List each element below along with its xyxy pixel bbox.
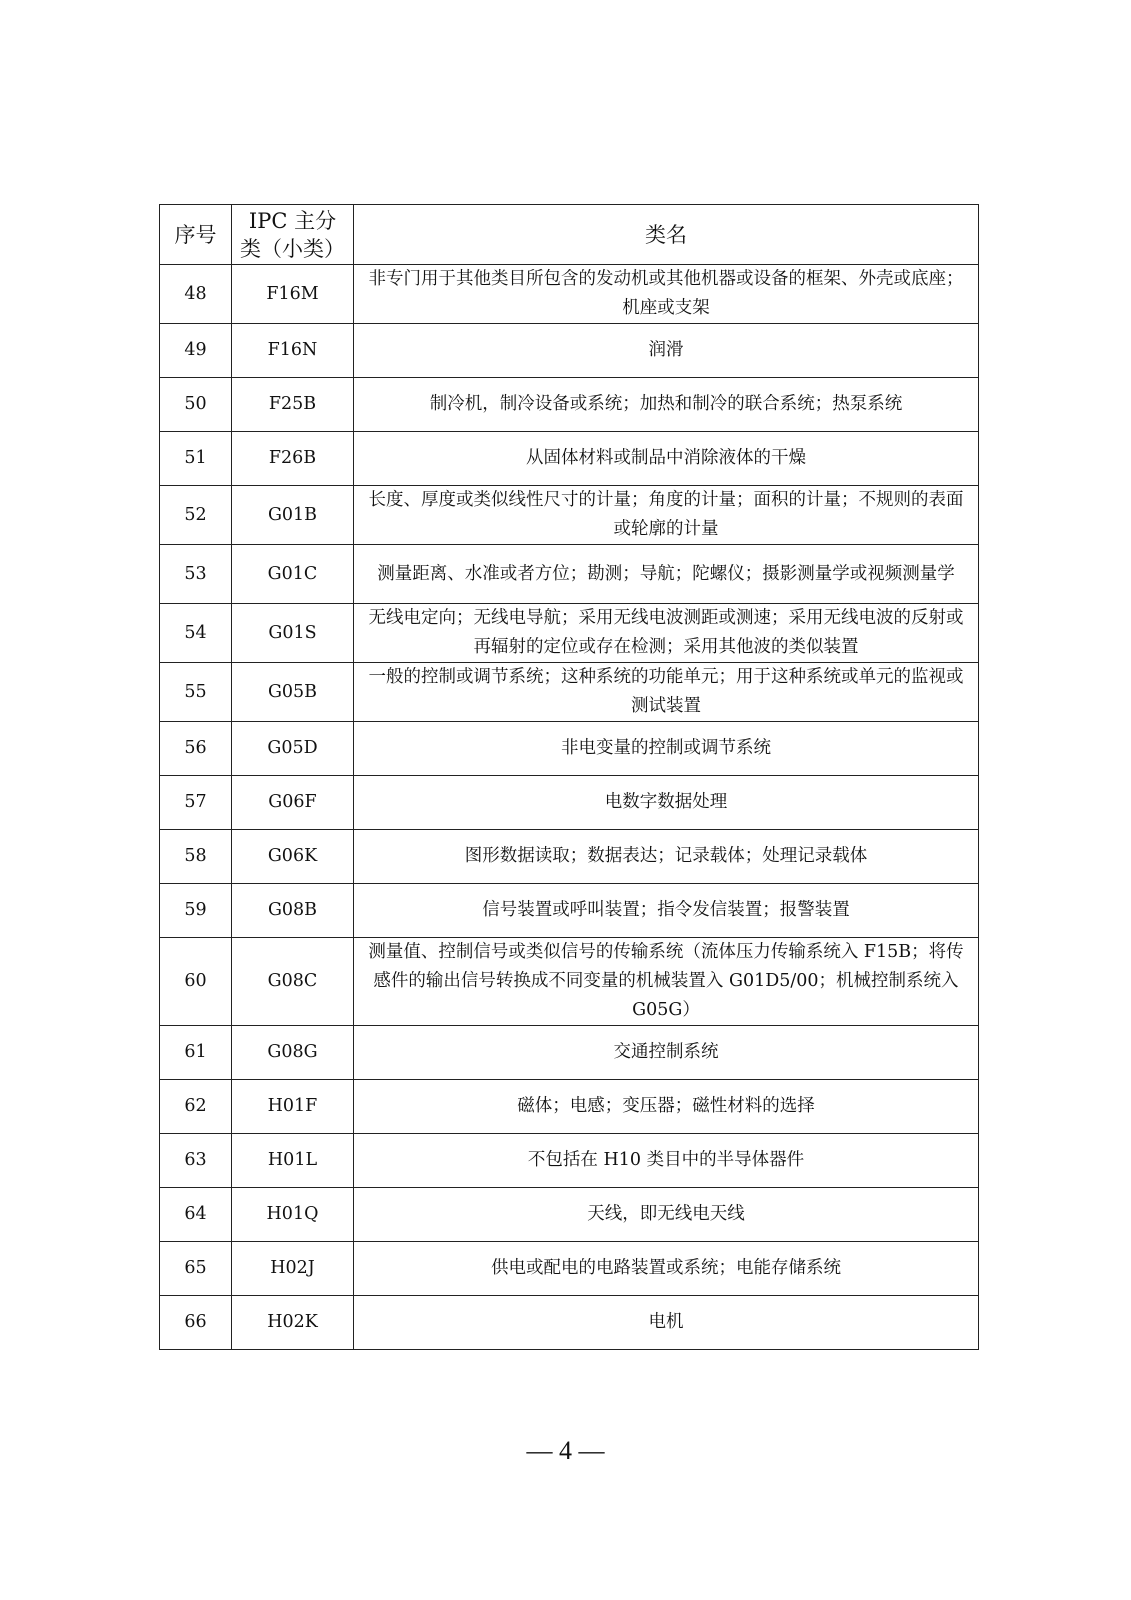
header-name: 类名	[354, 205, 979, 265]
header-no: 序号	[160, 205, 232, 265]
table-row	[160, 722, 979, 776]
ipc-code: F26B	[232, 432, 354, 486]
class-name: 润滑	[354, 324, 979, 378]
table-row	[160, 830, 979, 884]
ipc-code: G08B	[232, 884, 354, 938]
row-number: 48	[160, 265, 232, 324]
ipc-code: H02J	[232, 1242, 354, 1296]
table-row	[160, 938, 979, 1026]
page-number: — 4 —	[526, 1436, 605, 1465]
row-number: 64	[160, 1188, 232, 1242]
table-row	[160, 884, 979, 938]
row-number: 54	[160, 604, 232, 663]
table-row	[160, 1080, 979, 1134]
row-number: 52	[160, 486, 232, 545]
row-number: 58	[160, 830, 232, 884]
class-name: 长度、厚度或类似线性尺寸的计量；角度的计量；面积的计量；不规则的表面或轮廓的计量	[354, 486, 979, 545]
header-ipc: IPC 主分类（小类）	[232, 205, 354, 265]
ipc-code: H01F	[232, 1080, 354, 1134]
table-row	[160, 432, 979, 486]
class-name: 信号装置或呼叫装置；指令发信装置；报警装置	[354, 884, 979, 938]
class-name: 一般的控制或调节系统；这种系统的功能单元；用于这种系统或单元的监视或测试装置	[354, 663, 979, 722]
table-row	[160, 663, 979, 722]
row-number: 55	[160, 663, 232, 722]
row-number: 61	[160, 1026, 232, 1080]
table-row	[160, 1188, 979, 1242]
table-row	[160, 1296, 979, 1350]
ipc-code: H01L	[232, 1134, 354, 1188]
class-name: 测量距离、水准或者方位；勘测；导航；陀螺仪；摄影测量学或视频测量学	[354, 545, 979, 604]
ipc-code: G01S	[232, 604, 354, 663]
table-row	[160, 1026, 979, 1080]
ipc-code: G06F	[232, 776, 354, 830]
ipc-code: F16N	[232, 324, 354, 378]
row-number: 57	[160, 776, 232, 830]
row-number: 60	[160, 938, 232, 1026]
class-name: 无线电定向；无线电导航；采用无线电波测距或测速；采用无线电波的反射或再辐射的定位或存在检测；采用其他波的类似装置	[354, 604, 979, 663]
row-number: 63	[160, 1134, 232, 1188]
table-header-row	[160, 205, 979, 265]
class-name: 从固体材料或制品中消除液体的干燥	[354, 432, 979, 486]
row-number: 59	[160, 884, 232, 938]
table-row	[160, 604, 979, 663]
table-body	[160, 265, 979, 1350]
ipc-code: G05B	[232, 663, 354, 722]
row-number: 50	[160, 378, 232, 432]
class-name: 不包括在 H10 类目中的半导体器件	[354, 1134, 979, 1188]
ipc-code: G05D	[232, 722, 354, 776]
ipc-code: G08G	[232, 1026, 354, 1080]
class-name: 磁体；电感；变压器；磁性材料的选择	[354, 1080, 979, 1134]
class-name: 电机	[354, 1296, 979, 1350]
row-number: 56	[160, 722, 232, 776]
table-row	[160, 265, 979, 324]
table-row	[160, 486, 979, 545]
class-name: 天线，即无线电天线	[354, 1188, 979, 1242]
table-row	[160, 1242, 979, 1296]
class-name: 电数字数据处理	[354, 776, 979, 830]
class-name: 测量值、控制信号或类似信号的传输系统（流体压力传输系统入 F15B；将传感件的输出信号转换成不同变量的机械装置入 G01D5/00；机械控制系统入 G05G）	[354, 938, 979, 1026]
ipc-code: H01Q	[232, 1188, 354, 1242]
ipc-code: F16M	[232, 265, 354, 324]
ipc-code: F25B	[232, 378, 354, 432]
class-name: 交通控制系统	[354, 1026, 979, 1080]
table-row	[160, 1134, 979, 1188]
ipc-code: G06K	[232, 830, 354, 884]
class-name: 供电或配电的电路装置或系统；电能存储系统	[354, 1242, 979, 1296]
ipc-code: G01C	[232, 545, 354, 604]
row-number: 62	[160, 1080, 232, 1134]
row-number: 51	[160, 432, 232, 486]
ipc-code: H02K	[232, 1296, 354, 1350]
row-number: 65	[160, 1242, 232, 1296]
row-number: 53	[160, 545, 232, 604]
class-name: 制冷机，制冷设备或系统；加热和制冷的联合系统；热泵系统	[354, 378, 979, 432]
ipc-table	[159, 204, 979, 1350]
ipc-code: G01B	[232, 486, 354, 545]
class-name: 非电变量的控制或调节系统	[354, 722, 979, 776]
row-number: 66	[160, 1296, 232, 1350]
class-name: 图形数据读取；数据表达；记录载体；处理记录载体	[354, 830, 979, 884]
row-number: 49	[160, 324, 232, 378]
table-row	[160, 776, 979, 830]
ipc-code: G08C	[232, 938, 354, 1026]
table-row	[160, 378, 979, 432]
class-name: 非专门用于其他类目所包含的发动机或其他机器或设备的框架、外壳或底座；机座或支架	[354, 265, 979, 324]
table-row	[160, 324, 979, 378]
table-row	[160, 545, 979, 604]
